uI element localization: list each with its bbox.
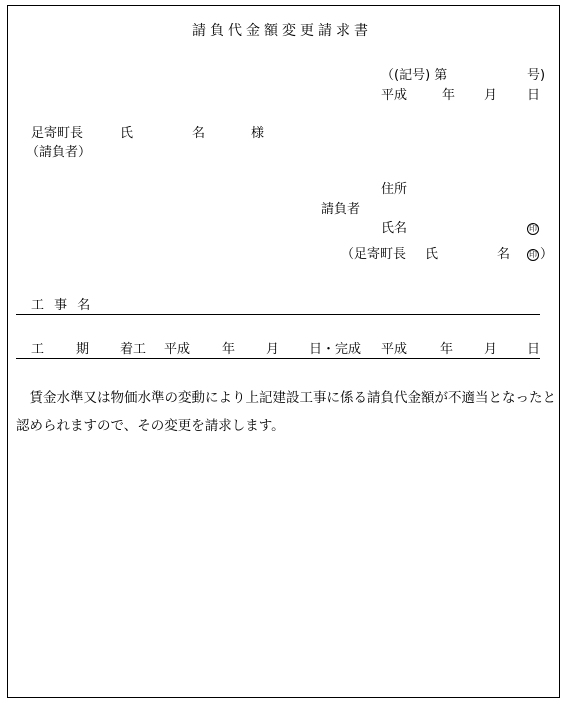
alt-close: ） — [540, 247, 554, 262]
addressee-title: 足寄町長 — [31, 126, 84, 141]
start-month: 月 — [266, 342, 280, 357]
alt-mayor-label: （足寄町長 — [341, 247, 407, 262]
contractor-role-label: 請負者 — [321, 202, 361, 217]
seal-mark-icon: 印 — [529, 224, 537, 233]
end-day: 日 — [527, 342, 541, 357]
record-number-suffix: 号) — [527, 68, 546, 83]
project-name-label: 工 事 名 — [31, 298, 94, 313]
start-label: 着工 — [120, 342, 147, 357]
address-label: 住所 — [381, 182, 408, 197]
name-label: 氏名 — [381, 221, 408, 236]
date-era: 平成 — [381, 88, 408, 103]
document-frame — [7, 5, 560, 698]
period-label-b: 期 — [76, 342, 90, 357]
date-day: 日 — [527, 88, 541, 103]
end-month: 月 — [484, 342, 498, 357]
period-label-a: 工 — [31, 342, 45, 357]
alt-family: 名 — [497, 247, 511, 262]
alt-given: 氏 — [425, 247, 439, 262]
end-era: 平成 — [381, 342, 408, 357]
alt-seal-mark-icon: 印 — [529, 250, 537, 259]
date-year: 年 — [442, 88, 456, 103]
start-era: 平成 — [164, 342, 191, 357]
period-line — [16, 358, 540, 359]
date-month: 月 — [484, 88, 498, 103]
addressee-honorific: 様 — [251, 126, 265, 141]
project-name-line — [16, 314, 540, 315]
end-year: 年 — [440, 342, 454, 357]
request-statement: 賃金水準又は物価水準の変動により上記建設工事に係る請負代金額が不適当となったと認められますので、その変更を請求します。 — [16, 390, 556, 434]
addressee-family: 名 — [192, 126, 206, 141]
start-day-separator: 日・完成 — [309, 342, 362, 357]
addressee-given: 氏 — [120, 126, 134, 141]
record-number-label: （(記号) 第 — [381, 68, 448, 83]
addressee-sub: （請負者） — [26, 145, 92, 160]
document-title: 請負代金額変更請求書 — [192, 23, 372, 39]
start-year: 年 — [222, 342, 236, 357]
